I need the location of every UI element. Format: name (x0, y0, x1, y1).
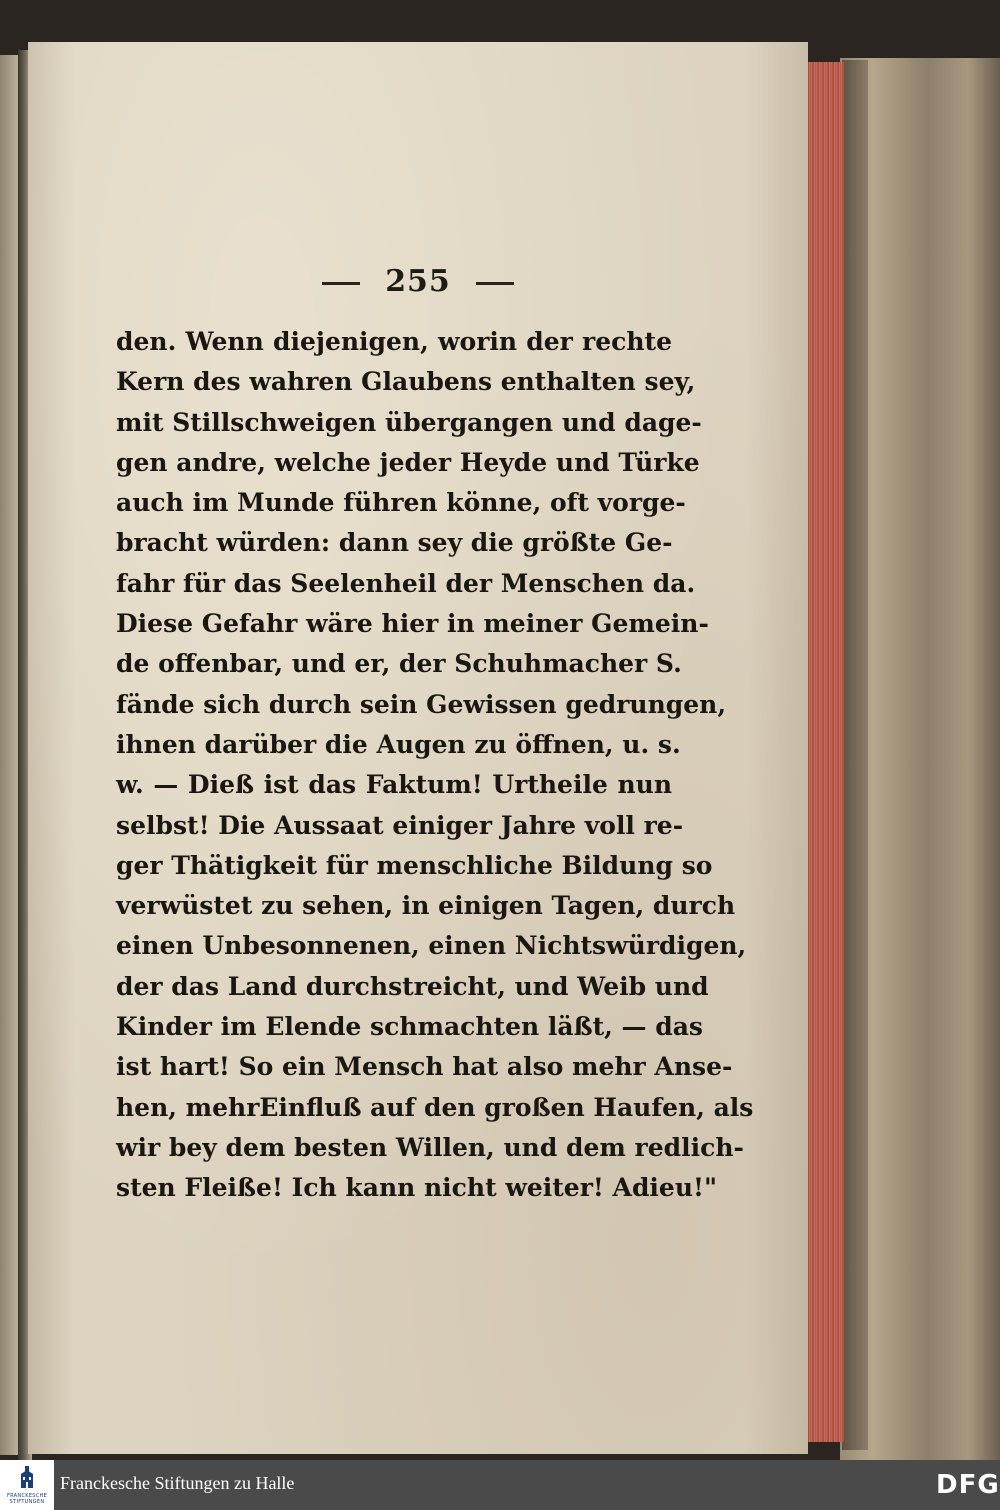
text-line-9: de offenbar, und er, der Schuhmacher S. (116, 649, 682, 679)
cover-inner-edge (842, 60, 868, 1450)
logo-text-top: FRANCKESCHE (6, 1493, 48, 1499)
page-number: 255 (385, 264, 451, 299)
header-dash-right (476, 282, 514, 285)
text-line-4: gen andre, welche jeder Heyde und Türke (116, 447, 700, 477)
institution-name: Franckesche Stiftungen zu Halle (60, 1473, 295, 1493)
logo-caption (0, 1493, 54, 1505)
text-line-20: hen, mehrEinfluß auf den großen Haufen, als (116, 1092, 754, 1122)
text-line-13: selbst! Die Aussaat einiger Jahre voll re- (116, 810, 684, 840)
text-line-8: Diese Gefahr wäre hier in meiner Gemein- (116, 609, 709, 639)
text-line-1: den. Wenn diejenigen, worin der rechte (116, 327, 672, 356)
viewer-footer (0, 1460, 1000, 1510)
orphanage-building-icon (19, 1466, 35, 1490)
text-line-7: fahr für das Seelenheil der Menschen da. (116, 568, 696, 598)
body-text (116, 322, 754, 1209)
book-page (28, 42, 808, 1454)
text-line-12: w. — Dieß ist das Faktum! Urtheile nun (116, 770, 672, 800)
text-line-16: einen Unbesonnenen, einen Nichtswürdigen, (116, 931, 747, 961)
text-line-17: der das Land durchstreicht, und Weib und (116, 971, 709, 1001)
text-line-10: fände sich durch sein Gewissen gedrungen, (116, 689, 727, 719)
text-line-2: Kern des wahren Glaubens enthalten sey, (116, 367, 696, 397)
dfg-logo[interactable]: DFG (936, 1470, 1000, 1500)
text-line-6: bracht würden: dann sey die größte Ge- (116, 528, 673, 558)
text-line-3: mit Stillschweigen übergangen und dage- (116, 407, 702, 437)
institution-logo[interactable] (0, 1460, 54, 1510)
text-line-14: ger Thätigkeit für menschliche Bildung so (116, 850, 713, 880)
text-line-21: wir bey dem besten Willen, und dem redlich- (116, 1132, 744, 1162)
page-header (28, 264, 808, 299)
text-line-18: Kinder im Elende schmachten läßt, — das (116, 1012, 703, 1042)
text-line-11: ihnen darüber die Augen zu öffnen, u. s. (116, 729, 681, 759)
text-line-19: ist hart! So ein Mensch hat also mehr Anse- (116, 1052, 733, 1082)
text-line-22: sten Fleiße! Ich kann nicht weiter! Adieu!" (116, 1173, 718, 1203)
header-dash-left (322, 282, 360, 285)
text-line-15: verwüstet zu sehen, in einigen Tagen, durch (116, 891, 736, 921)
logo-text-bottom: STIFTUNGEN (9, 1499, 45, 1505)
text-line-5: auch im Munde führen könne, oft vorge- (116, 488, 686, 518)
